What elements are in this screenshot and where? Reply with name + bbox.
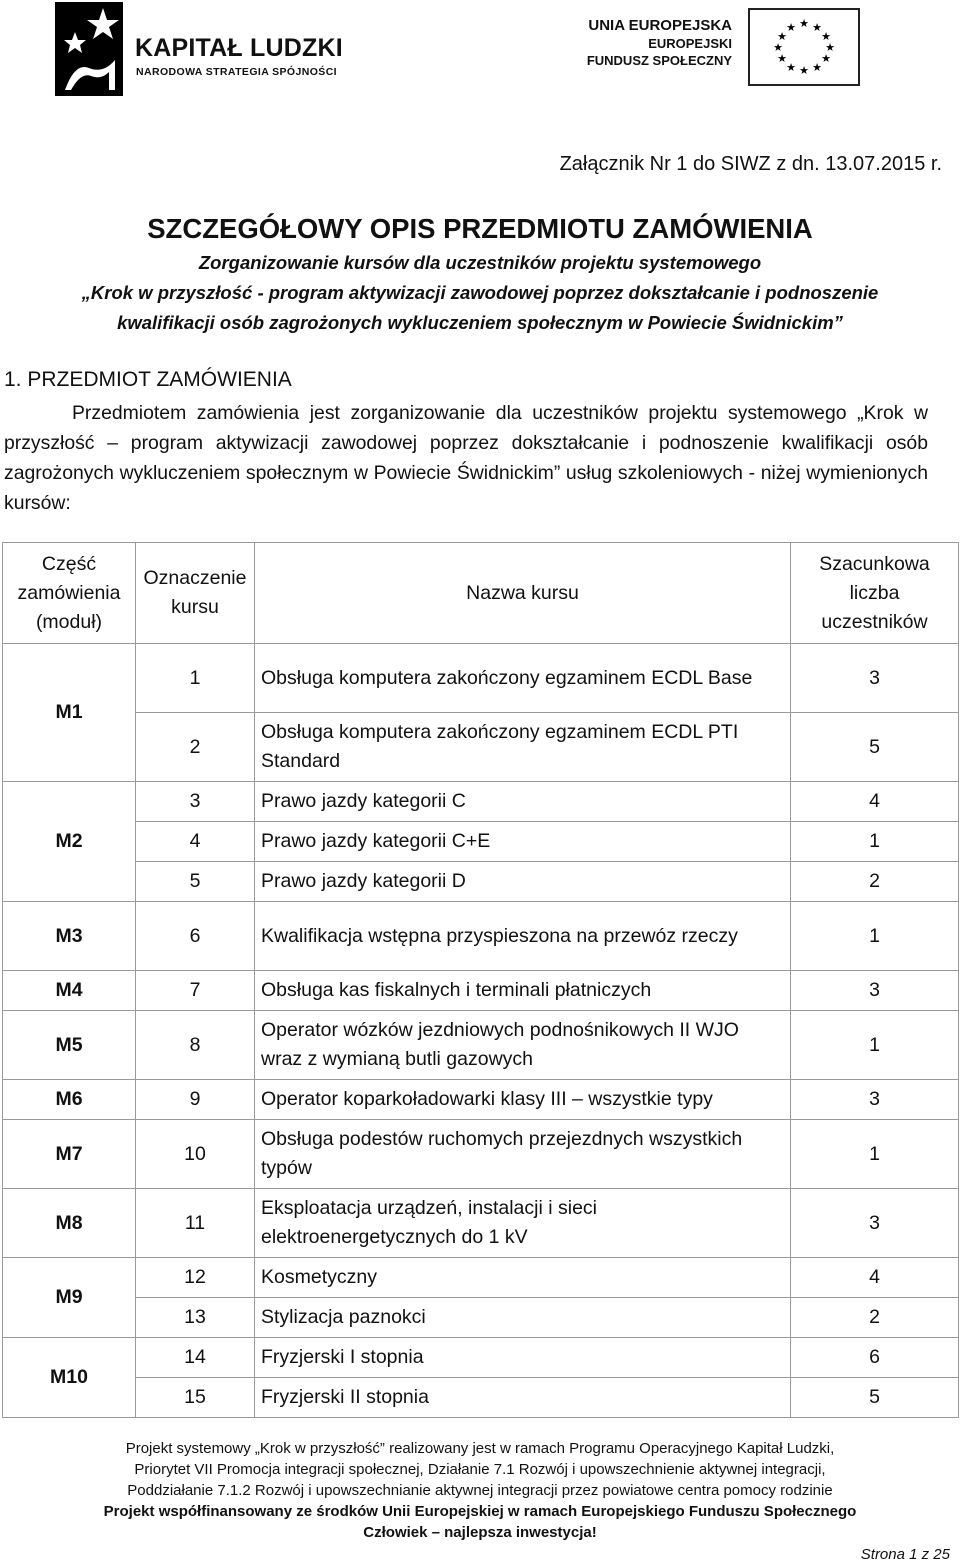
- svg-text:★: ★: [777, 30, 787, 43]
- footer-line-5: Człowiek – najlepsza inwestycja!: [363, 1524, 597, 1541]
- table-row: [3, 822, 959, 862]
- course-name: Eksploatacja urządzeń, instalacji i sieci elektroenergetycznych do 1 kV: [255, 1189, 791, 1258]
- module-cell: M9: [3, 1258, 136, 1338]
- course-number: 12: [136, 1258, 255, 1298]
- participant-count: 2: [791, 1298, 959, 1338]
- module-cell: M6: [3, 1080, 136, 1120]
- course-name: Obsługa kas fiskalnych i terminali płatniczych: [255, 971, 791, 1011]
- course-number: 14: [136, 1338, 255, 1378]
- footer-line-4: Projekt współfinansowany ze środków Unii Europejskiej w ramach Europejskiego Funduszu Społecznego: [103, 1503, 857, 1520]
- table-row: [3, 1011, 959, 1080]
- course-name: Kosmetyczny: [255, 1258, 791, 1298]
- participant-count: 3: [791, 1189, 959, 1258]
- course-number: 7: [136, 971, 255, 1011]
- course-name: Prawo jazdy kategorii D: [255, 862, 791, 902]
- svg-text:★: ★: [821, 52, 831, 65]
- course-name: Operator koparkoładowarki klasy III – wszystkie typy: [255, 1080, 791, 1120]
- module-cell: M2: [3, 782, 136, 902]
- course-name: Prawo jazdy kategorii C+E: [255, 822, 791, 862]
- course-number: 6: [136, 902, 255, 971]
- table-row: [3, 1378, 959, 1418]
- table-row: [3, 971, 959, 1011]
- participant-count: 3: [791, 971, 959, 1011]
- svg-text:★: ★: [812, 21, 822, 34]
- courses-table: [2, 542, 959, 1418]
- table-header-row: [3, 543, 959, 644]
- eu-logo-line3: FUNDUSZ SPOŁECZNY: [586, 53, 732, 68]
- course-name: Obsługa komputera zakończony egzaminem ECDL PTI Standard: [255, 713, 791, 782]
- header-module: Część zamówienia (moduł): [3, 543, 136, 644]
- course-name: Stylizacja paznokci: [255, 1298, 791, 1338]
- course-number: 1: [136, 644, 255, 713]
- module-cell: M8: [3, 1189, 136, 1258]
- participant-count: 1: [791, 822, 959, 862]
- module-cell: M10: [3, 1338, 136, 1418]
- course-name: Operator wózków jezdniowych podnośnikowych II WJO wraz z wymianą butli gazowych: [255, 1011, 791, 1080]
- eu-logo-line2: EUROPEJSKI: [648, 36, 732, 51]
- subtitle-line-2: „Krok w przyszłość - program aktywizacji zawodowej poprzez dokształcanie i podnoszenie: [81, 282, 879, 303]
- eu-flag-icon: [748, 8, 860, 86]
- module-cell: M7: [3, 1120, 136, 1189]
- eu-logo: [572, 8, 872, 88]
- participant-count: 1: [791, 1120, 959, 1189]
- annex-reference: Załącznik Nr 1 do SIWZ z dn. 13.07.2015 r.: [559, 153, 942, 175]
- table-row: [3, 782, 959, 822]
- course-number: 8: [136, 1011, 255, 1080]
- eu-logo-text: [572, 16, 732, 69]
- course-number: 15: [136, 1378, 255, 1418]
- subtitle-line-3: kwalifikacji osób zagrożonych wykluczeniem społecznym w Powiecie Świdnickim”: [117, 312, 843, 333]
- kapital-ludzki-logo: [55, 2, 375, 98]
- participant-count: 3: [791, 644, 959, 713]
- title-block: [0, 210, 960, 338]
- table-row: [3, 1338, 959, 1378]
- course-number: 3: [136, 782, 255, 822]
- kapital-ludzki-subtitle: NARODOWA STRATEGIA SPÓJNOŚCI: [136, 66, 337, 78]
- course-name: Fryzjerski I stopnia: [255, 1338, 791, 1378]
- page-title: SZCZEGÓŁOWY OPIS PRZEDMIOTU ZAMÓWIENIA: [147, 213, 813, 244]
- table-row: [3, 1189, 959, 1258]
- svg-text:★: ★: [777, 52, 787, 65]
- svg-text:★: ★: [786, 21, 796, 34]
- page-header: [0, 0, 960, 110]
- header-course-id: Oznaczenie kursu: [136, 543, 255, 644]
- table-row: [3, 902, 959, 971]
- svg-text:★: ★: [773, 41, 783, 54]
- section-paragraph: [4, 398, 928, 518]
- participant-count: 5: [791, 713, 959, 782]
- participant-count: 6: [791, 1338, 959, 1378]
- page-footer: [0, 1438, 960, 1543]
- course-number: 13: [136, 1298, 255, 1338]
- footer-line-3: Poddziałanie 7.1.2 Rozwój i upowszechnianie aktywnej integracji przez powiatowe centra pomocy rodzinie: [127, 1482, 833, 1499]
- participant-count: 4: [791, 1258, 959, 1298]
- kapital-ludzki-title: KAPITAŁ LUDZKI: [135, 34, 343, 62]
- footer-line-2: Priorytet VII Promocja integracji społecznej, Działanie 7.1 Rozwój i upowszechnienie aktywnej integracji,: [134, 1461, 826, 1478]
- course-number: 4: [136, 822, 255, 862]
- participant-count: 4: [791, 782, 959, 822]
- paragraph-text: Przedmiotem zamówienia jest zorganizowanie dla uczestników projektu systemowego „Krok w przyszłość – program aktywizacji zawodowej poprzez dokształcanie i podnoszenie kwalifikacji osób zagrożonych wykluczeniem społecznym w Powiecie Świdnickim” usług szkoleniowych - niżej wymienionych kursów:: [4, 402, 928, 514]
- kapital-ludzki-emblem: [55, 2, 123, 96]
- table-row: [3, 1120, 959, 1189]
- participant-count: 3: [791, 1080, 959, 1120]
- course-number: 2: [136, 713, 255, 782]
- footer-line-1: Projekt systemowy „Krok w przyszłość” realizowany jest w ramach Programu Operacyjnego Kapitał Ludzki,: [125, 1440, 835, 1457]
- svg-text:★: ★: [821, 30, 831, 43]
- table-row: [3, 1258, 959, 1298]
- course-name: Kwalifikacja wstępna przyspieszona na przewóz rzeczy: [255, 902, 791, 971]
- module-cell: M5: [3, 1011, 136, 1080]
- module-cell: M1: [3, 644, 136, 782]
- svg-text:★: ★: [812, 61, 822, 74]
- table-row: [3, 644, 959, 713]
- svg-text:★: ★: [799, 17, 809, 30]
- header-participants: Szacunkowa liczba uczestników: [791, 543, 959, 644]
- table-row: [3, 862, 959, 902]
- svg-text:★: ★: [786, 61, 796, 74]
- subtitle-line-1: Zorganizowanie kursów dla uczestników projektu systemowego: [198, 252, 762, 273]
- module-cell: M3: [3, 902, 136, 971]
- course-name: Obsługa komputera zakończony egzaminem ECDL Base: [255, 644, 791, 713]
- table-row: [3, 713, 959, 782]
- participant-count: 5: [791, 1378, 959, 1418]
- svg-text:★: ★: [825, 41, 835, 54]
- eu-logo-line1: UNIA EUROPEJSKA: [588, 17, 732, 34]
- header-course-name: Nazwa kursu: [255, 543, 791, 644]
- course-number: 11: [136, 1189, 255, 1258]
- table-row: [3, 1298, 959, 1338]
- course-number: 9: [136, 1080, 255, 1120]
- course-name: Obsługa podestów ruchomych przejezdnych wszystkich typów: [255, 1120, 791, 1189]
- course-number: 10: [136, 1120, 255, 1189]
- table-row: [3, 1080, 959, 1120]
- course-name: Prawo jazdy kategorii C: [255, 782, 791, 822]
- section-heading: 1. PRZEDMIOT ZAMÓWIENIA: [4, 368, 292, 391]
- participant-count: 1: [791, 902, 959, 971]
- course-number: 5: [136, 862, 255, 902]
- module-cell: M4: [3, 971, 136, 1011]
- participant-count: 2: [791, 862, 959, 902]
- course-name: Fryzjerski II stopnia: [255, 1378, 791, 1418]
- svg-text:★: ★: [799, 64, 809, 77]
- participant-count: 1: [791, 1011, 959, 1080]
- page-number: Strona 1 z 25: [860, 1546, 950, 1563]
